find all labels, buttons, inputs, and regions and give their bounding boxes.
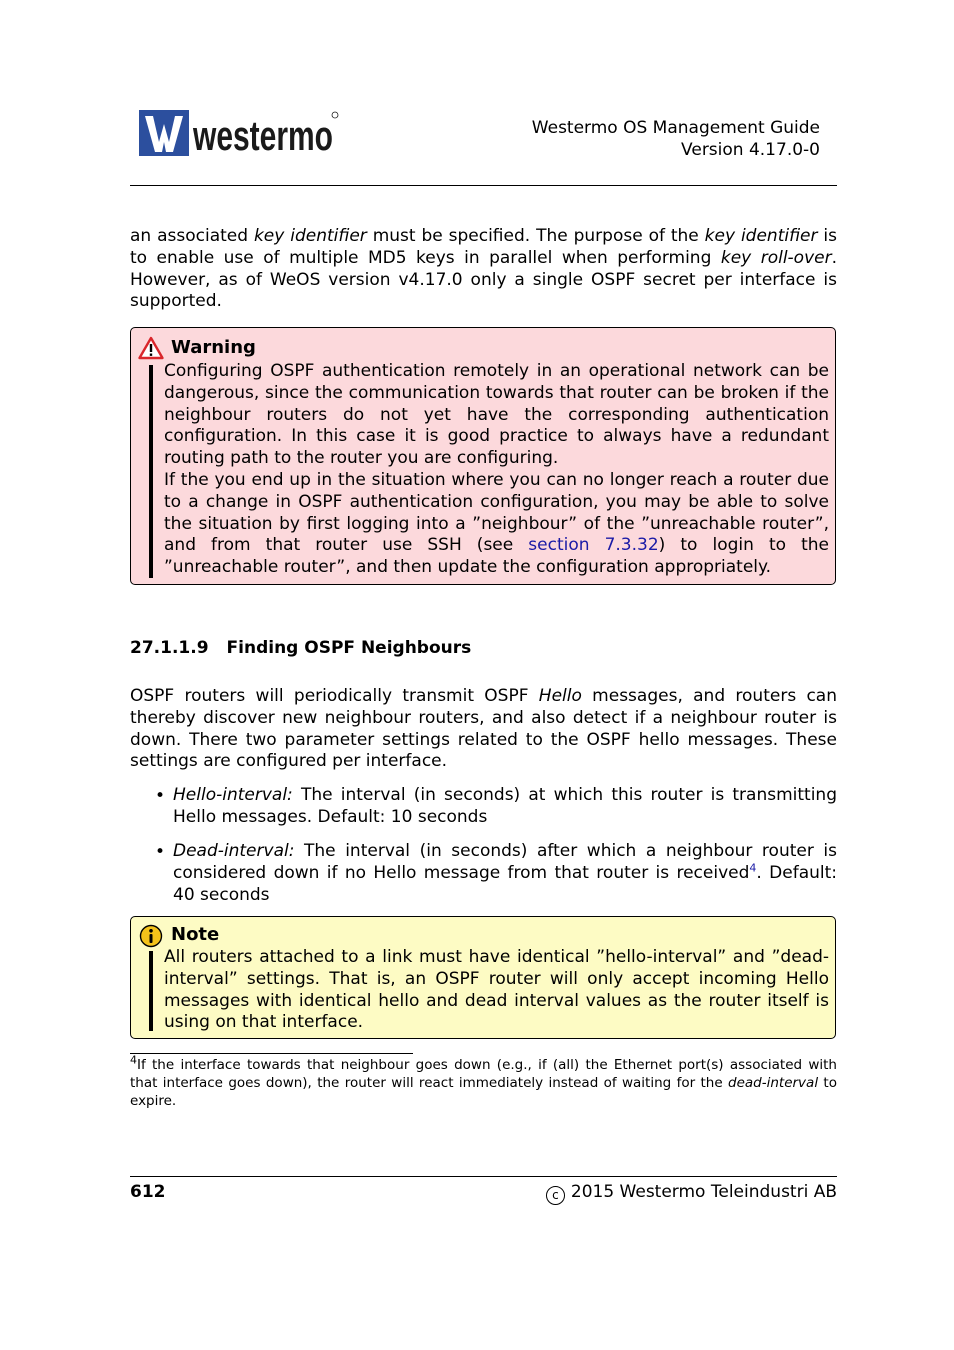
intro-text: an associated — [130, 226, 254, 246]
note-body: All routers attached to a link must have identical ”hello-interval” and ”dead-interval” settings. That is, an OSPF router will only accept incoming Hello messages with identical hello and dead interval values as the router itself is using on that interface. — [164, 947, 829, 1033]
footnote — [130, 1053, 837, 1110]
intro-text: must be specified. The purpose of the — [366, 226, 705, 246]
intro-emphasis: key identifier — [704, 226, 818, 246]
warning-body — [164, 361, 829, 579]
intro-emphasis: key identifier — [253, 226, 367, 246]
warning-box — [130, 327, 836, 585]
warning-text: ) to login to the ”unreachable router”, and then update the configuration appropriately. — [164, 535, 830, 578]
header-rule — [130, 185, 837, 186]
copyright-text: 2015 Westermo Teleindustri AB — [570, 1182, 837, 1202]
footnote-emphasis: dead-interval — [728, 1075, 819, 1091]
body-text: OSPF routers will periodically transmit OSPF — [130, 686, 539, 706]
body-text: messages, and routers can thereby discover new neighbour routers, and also detect if a neighbour router is down. There two parameter settings related to the OSPF hello messages. These settings are configured per interface. — [130, 686, 838, 772]
section-number: 27.1.1.9 — [130, 638, 209, 658]
guide-version: Version 4.17.0-0 — [681, 140, 820, 160]
footnote-ref-link[interactable]: 4 — [749, 861, 757, 875]
warning-title: Warning — [171, 337, 256, 358]
warning-bar — [149, 365, 153, 578]
bullet-text: . Default: 40 seconds — [173, 862, 837, 905]
warning-paragraph-2 — [164, 470, 829, 579]
body-paragraph — [130, 686, 837, 773]
bullet-text: The interval (in seconds) at which this router is transmitting Hello messages. Default: 10 seconds — [173, 785, 837, 827]
bullet-term: Dead-interval: — [173, 841, 295, 861]
info-circle-icon — [139, 924, 163, 952]
footnote-rule — [130, 1053, 413, 1054]
section-link[interactable]: section 7.3.32 — [528, 535, 659, 556]
warning-paragraph-1: Configuring OSPF authentication remotely in an operational network can be dangerous, since the communication towards that router can be broken if the neighbour routers do not yet have the corresponding authentication configuration. In this case it is good practice to always have a redundant routing path to the router you are configuring. — [164, 361, 829, 469]
footnote-text: to expire. — [130, 1075, 837, 1109]
intro-emphasis: key roll-over — [720, 247, 832, 268]
note-title: Note — [171, 924, 220, 945]
westermo-logo — [139, 108, 339, 158]
svg-text:westermo: westermo — [192, 112, 333, 159]
section-heading — [130, 637, 471, 659]
bullet-dot-icon: • — [155, 842, 166, 862]
footnote-mark: 4 — [130, 1053, 137, 1067]
note-bar — [149, 951, 153, 1031]
page-number: 612 — [130, 1182, 166, 1202]
footer-rule — [130, 1176, 837, 1177]
copyright — [546, 1182, 837, 1205]
bullet-term: Hello-interval: — [173, 785, 293, 805]
guide-title: Westermo OS Management Guide — [531, 118, 820, 138]
intro-paragraph — [130, 226, 837, 313]
intro-text: . However, as of WeOS version v4.17.0 only a single OSPF secret per interface is supported. — [130, 247, 837, 312]
header-title — [532, 117, 820, 161]
list-item — [173, 785, 837, 829]
warning-triangle-icon — [138, 336, 164, 364]
bullet-text: The interval (in seconds) after which a neighbour router is considered down if no Hello message from that router is received — [173, 841, 837, 883]
bullet-dot-icon: • — [155, 786, 166, 806]
footnote-text: If the interface towards that neighbour goes down (e.g., if (all) the Ethernet port(s) associated with that interface goes down), the router will react immediately instead of waiting for the — [130, 1057, 837, 1091]
note-box — [130, 916, 836, 1039]
copyright-icon: c — [546, 1186, 565, 1205]
section-title: Finding OSPF Neighbours — [226, 638, 472, 658]
intro-text: is to enable use of multiple MD5 keys in parallel when performing — [130, 226, 838, 268]
warning-text: If the you end up in the situation where you can no longer reach a router due to a change in OSPF authentication configuration, you may be able to solve the situation by first logging into a ”neighbour” of the ”unreachable router”, and from that router use SSH (see — [164, 469, 829, 556]
body-emphasis: Hello — [538, 686, 582, 706]
list-item — [173, 841, 837, 906]
